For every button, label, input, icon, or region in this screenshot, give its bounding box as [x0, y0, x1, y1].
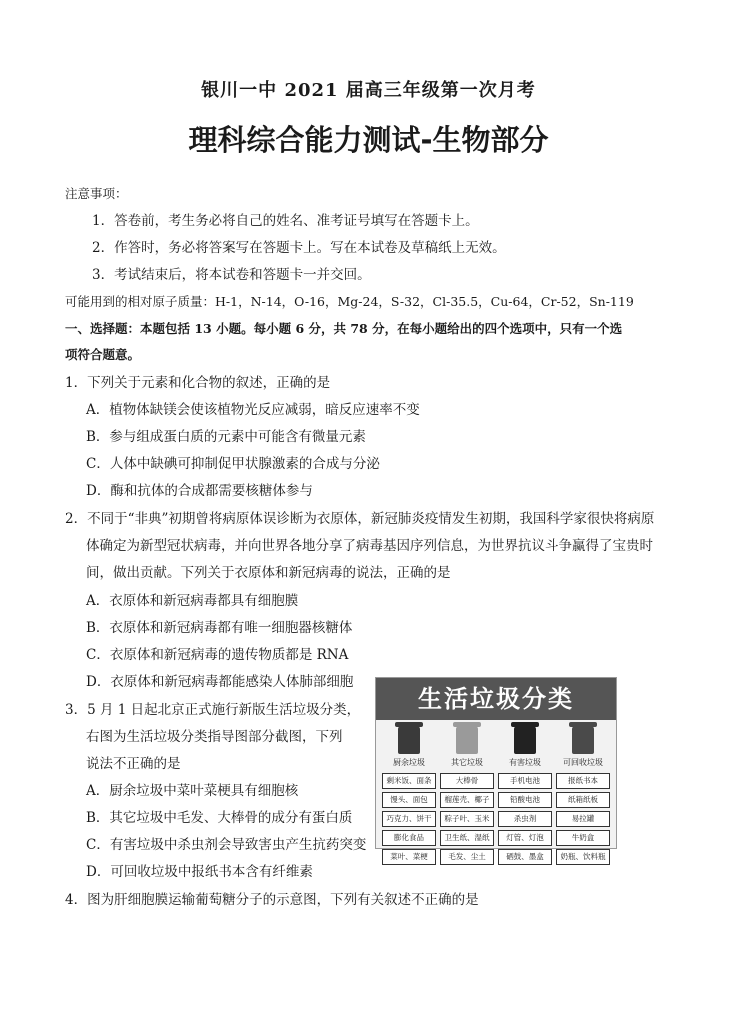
- list-item: 毛发、尘土: [440, 849, 494, 865]
- trash-bin-icon: [572, 726, 594, 754]
- list-item: 杀虫剂: [498, 811, 552, 827]
- q3-option-c: C．有害垃圾中杀虫剂会导致害虫产生抗药突变: [86, 837, 367, 853]
- list-item: 易拉罐: [556, 811, 610, 827]
- trash-bin-icon: [456, 726, 478, 754]
- q2-stem-3: 间，做出贡献。下列关于衣原体和新冠病毒的说法，正确的是: [86, 565, 451, 581]
- list-item: 卫生纸、湿纸: [440, 830, 494, 846]
- trash-bin-icon: [398, 726, 420, 754]
- list-item: 榴莲壳、椰子: [440, 792, 494, 808]
- list-item: 大棒骨: [440, 773, 494, 789]
- list-item: 手机电池: [498, 773, 552, 789]
- q1-option-a: A．植物体缺镁会使该植物光反应减弱，暗反应速率不变: [86, 402, 420, 418]
- kitchen-items: [382, 770, 436, 865]
- list-item: 奶瓶、饮料瓶: [556, 849, 610, 865]
- list-item: 馒头、面包: [382, 792, 436, 808]
- q1-option-c: C．人体中缺碘可抑制促甲状腺激素的合成与分泌: [86, 456, 380, 472]
- q1-option-d: D．酶和抗体的合成都需要核糖体参与: [86, 483, 313, 499]
- q2-option-d: D．衣原体和新冠病毒都能感染人体肺部细胞: [86, 674, 354, 690]
- hazardous-items: [498, 770, 552, 865]
- section-instructions-1: 一、选择题：本题包括 13 小题。每小题 6 分，共 78 分，在每小题给出的四个选项中，只有一个选: [65, 321, 623, 336]
- exam-subtitle: 银川一中 2021 届高三年级第一次月考: [201, 80, 536, 101]
- list-item: 粽子叶、玉米: [440, 811, 494, 827]
- bin-label: 其它垃圾: [451, 758, 483, 767]
- bin-items-grid: [376, 768, 616, 867]
- q1-stem: 1．下列关于元素和化合物的叙述，正确的是: [65, 375, 331, 391]
- q2-stem-1: 2．不同于“非典”初期曾将病原体误诊断为衣原体，新冠肺炎疫情发生初期，我国科学家很快将病原: [65, 511, 655, 527]
- bin-label: 厨余垃圾: [393, 758, 425, 767]
- exam-title: 理科综合能力测试-生物部分: [188, 123, 549, 157]
- q3-option-b: B．其它垃圾中毛发、大棒骨的成分有蛋白质: [86, 810, 353, 826]
- recyclable-items: [556, 770, 610, 865]
- bin-kitchen: [382, 726, 436, 768]
- section-instructions-2: 项符合题意。: [65, 347, 141, 362]
- q2-option-c: C．衣原体和新冠病毒的遗传物质都是 RNA: [86, 647, 349, 663]
- list-item: 剩米饭、面条: [382, 773, 436, 789]
- bin-hazardous: [498, 726, 552, 768]
- list-item: 菜叶、菜梗: [382, 849, 436, 865]
- q3-stem-1: 3．5 月 1 日起北京正式施行新版生活垃圾分类，: [65, 702, 361, 718]
- q4-stem: 4．图为肝细胞膜运输葡萄糖分子的示意图，下列有关叙述不正确的是: [65, 892, 479, 908]
- notice-heading: 注意事项：: [65, 186, 128, 201]
- notice-item-3: 3．考试结束后，将本试卷和答题卡一并交回。: [92, 267, 371, 283]
- q1-option-b: B．参与组成蛋白质的元素中可能含有微量元素: [86, 429, 366, 445]
- trash-bin-icon: [514, 726, 536, 754]
- garbage-sorting-poster: [375, 677, 617, 861]
- list-item: 灯管、灯泡: [498, 830, 552, 846]
- notice-item-2: 2．作答时，务必将答案写在答题卡上。写在本试卷及草稿纸上无效。: [92, 240, 506, 256]
- atomic-masses: 可能用到的相对原子质量：H-1，N-14，O-16，Mg-24，S-32，Cl-35.5，Cu-64，Cr-52，Sn-119: [65, 294, 634, 309]
- other-items: [440, 770, 494, 865]
- bin-label: 有害垃圾: [509, 758, 541, 767]
- list-item: 膨化食品: [382, 830, 436, 846]
- list-item: 铅酸电池: [498, 792, 552, 808]
- notice-item-1: 1．答卷前，考生务必将自己的姓名、准考证号填写在答题卡上。: [92, 213, 479, 229]
- q3-option-d: D．可回收垃圾中报纸书本含有纤维素: [86, 864, 313, 880]
- q3-stem-2: 右图为生活垃圾分类指导图部分截图，下列: [86, 729, 343, 745]
- list-item: 纸箱纸板: [556, 792, 610, 808]
- list-item: 牛奶盒: [556, 830, 610, 846]
- list-item: 巧克力、饼干: [382, 811, 436, 827]
- list-item: 硒鼓、墨盒: [498, 849, 552, 865]
- poster-title: 生活垃圾分类: [376, 678, 616, 720]
- bin-row: [376, 720, 616, 768]
- q2-option-a: A．衣原体和新冠病毒都具有细胞膜: [86, 593, 299, 609]
- bin-recyclable: [556, 726, 610, 768]
- bin-other: [440, 726, 494, 768]
- q2-stem-2: 体确定为新型冠状病毒，并向世界各地分享了病毒基因序列信息，为世界抗议斗争赢得了宝贵时: [86, 538, 653, 554]
- list-item: 报纸书本: [556, 773, 610, 789]
- q3-stem-3: 说法不正确的是: [86, 756, 181, 772]
- q3-option-a: A．厨余垃圾中菜叶菜梗具有细胞核: [86, 783, 299, 799]
- bin-label: 可回收垃圾: [563, 758, 603, 767]
- q2-option-b: B．衣原体和新冠病毒都有唯一细胞器核糖体: [86, 620, 353, 636]
